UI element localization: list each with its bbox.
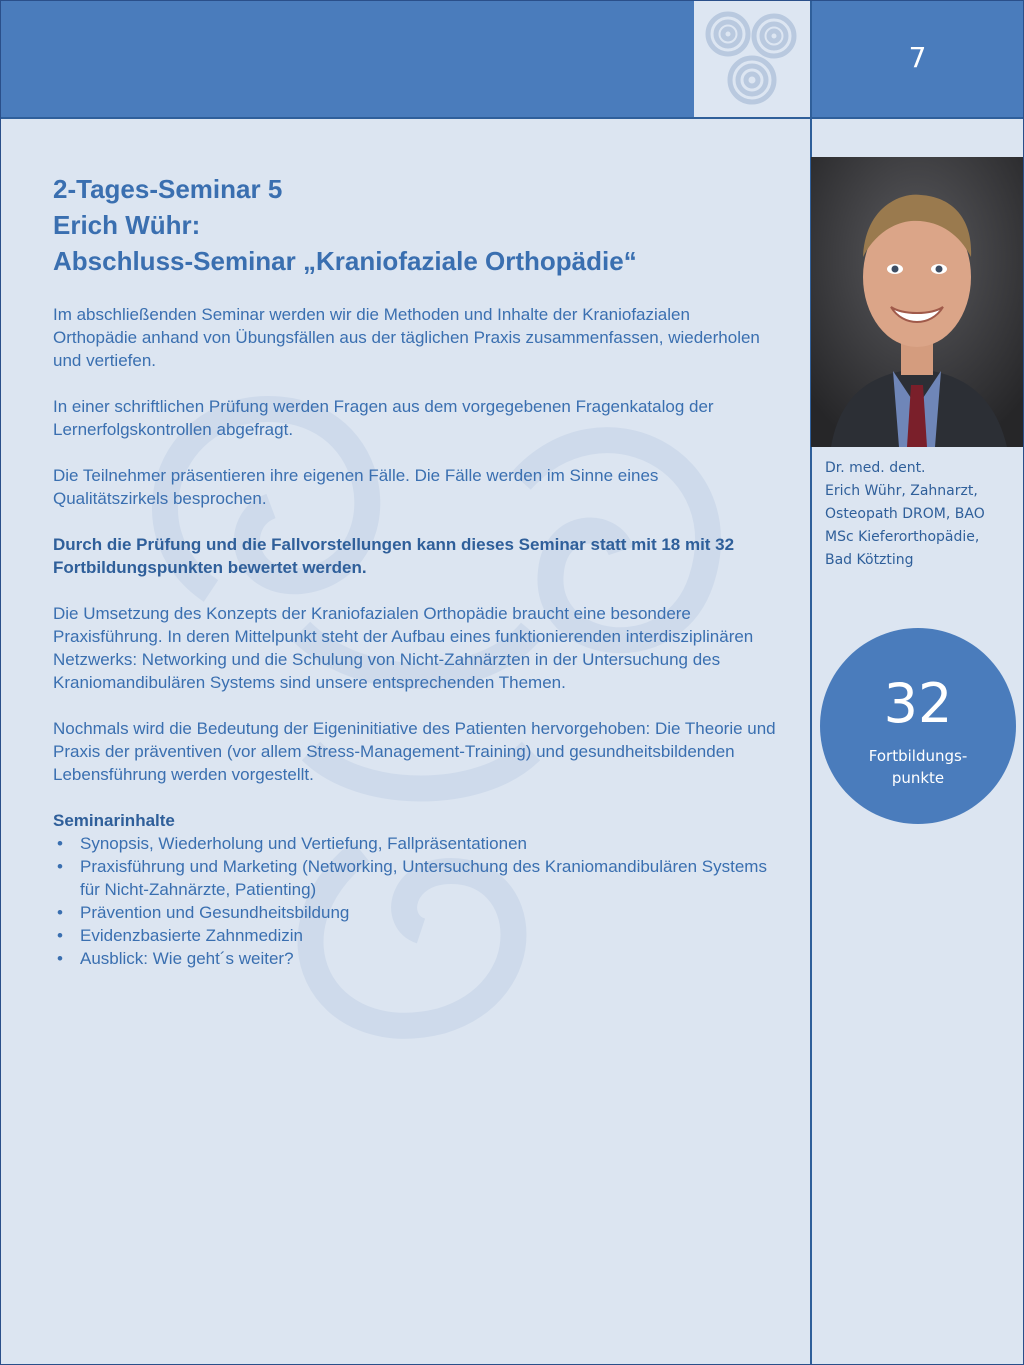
- caption-line: Dr. med. dent.: [825, 460, 926, 476]
- list-item: [53, 947, 778, 970]
- practice-paragraph: Die Umsetzung des Konzepts der Kraniofazialen Orthopädie braucht eine besondere Praxisführung. In deren Mittelpunkt steht der Aufbau eines funktionierenden interdisziplinären Netzwerks: Networking und die Schulung von Nicht-Zahnärzten in der Untersuchung des Kraniomandibulären Systems sind unsere entsprechenden Themen.: [53, 604, 754, 692]
- list-item: [53, 924, 778, 947]
- spiral-logo-icon: [700, 4, 804, 114]
- list-item: [53, 901, 778, 924]
- page-number: 7: [908, 41, 927, 74]
- logo-box: [694, 1, 810, 119]
- list-item-text: Synopsis, Wiederholung und Vertiefung, Fallpräsentationen: [80, 834, 528, 853]
- intro-paragraph: Im abschließenden Seminar werden wir die Methoden und Inhalte der Kraniofazialen Orthopädie anhand von Übungsfällen aus der täglichen Praxis zusammenfassen, wiederholen und vertiefen.: [53, 305, 760, 370]
- points-label: [820, 745, 1016, 789]
- seminar-title: [53, 171, 778, 279]
- title-line: Erich Wühr:: [53, 210, 201, 240]
- caption-line: Erich Wühr, Zahnarzt,: [825, 483, 978, 499]
- caption-line: MSc Kieferorthopädie,: [825, 529, 980, 545]
- list-item-text: Ausblick: Wie geht´s weiter?: [80, 949, 294, 968]
- content-list: [53, 832, 778, 970]
- points-label-line: punkte: [891, 769, 945, 787]
- bullet-icon: •: [57, 949, 63, 968]
- bullet-icon: •: [57, 857, 63, 876]
- list-item-text: Praxisführung und Marketing (Networking, Untersuchung des Kraniomandibulären Systems für Nicht-Zahnärzte, Patienting): [80, 857, 767, 899]
- bullet-icon: •: [57, 926, 63, 945]
- title-line: Abschluss-Seminar „Kraniofaziale Orthopädie“: [53, 246, 637, 276]
- list-item-text: Prävention und Gesundheitsbildung: [80, 903, 350, 922]
- exam-paragraph: In einer schriftlichen Prüfung werden Fragen aus dem vorgegebenen Fragenkatalog der Lernerfolgskontrollen abgefragt.: [53, 397, 714, 439]
- points-label-line: Fortbildungs-: [868, 747, 968, 765]
- caption-line: Osteopath DROM, BAO: [825, 506, 985, 522]
- main-content: [53, 171, 778, 970]
- prevention-paragraph: Nochmals wird die Bedeutung der Eigeninitiative des Patienten hervorgehoben: Die Theorie und Praxis der präventiven (vor allem Stress-Management-Training) und gesundheitsbildenden Lebensführung werden vorgestellt.: [53, 719, 776, 784]
- cases-paragraph: Die Teilnehmer präsentieren ihre eigenen Fälle. Die Fälle werden im Sinne eines Qualitätszirkels besprochen.: [53, 466, 659, 508]
- speaker-portrait: [811, 157, 1023, 447]
- list-item-text: Evidenzbasierte Zahnmedizin: [80, 926, 304, 945]
- list-item: [53, 855, 778, 901]
- list-item: [53, 832, 778, 855]
- points-badge: [820, 628, 1016, 824]
- bullet-icon: •: [57, 903, 63, 922]
- section-heading: Seminarinhalte: [53, 811, 175, 830]
- bullet-icon: •: [57, 834, 63, 853]
- page-number-box: [812, 1, 1023, 119]
- title-line: 2-Tages-Seminar 5: [53, 174, 283, 204]
- header-bar: [1, 1, 694, 119]
- points-paragraph: Durch die Prüfung und die Fallvorstellungen kann dieses Seminar statt mit 18 mit 32 Fortbildungspunkten bewertet werden.: [53, 535, 735, 577]
- points-number: 32: [883, 672, 953, 735]
- caption-line: Bad Kötzting: [825, 552, 914, 568]
- portrait-image: [811, 157, 1023, 447]
- speaker-caption: [825, 457, 1021, 572]
